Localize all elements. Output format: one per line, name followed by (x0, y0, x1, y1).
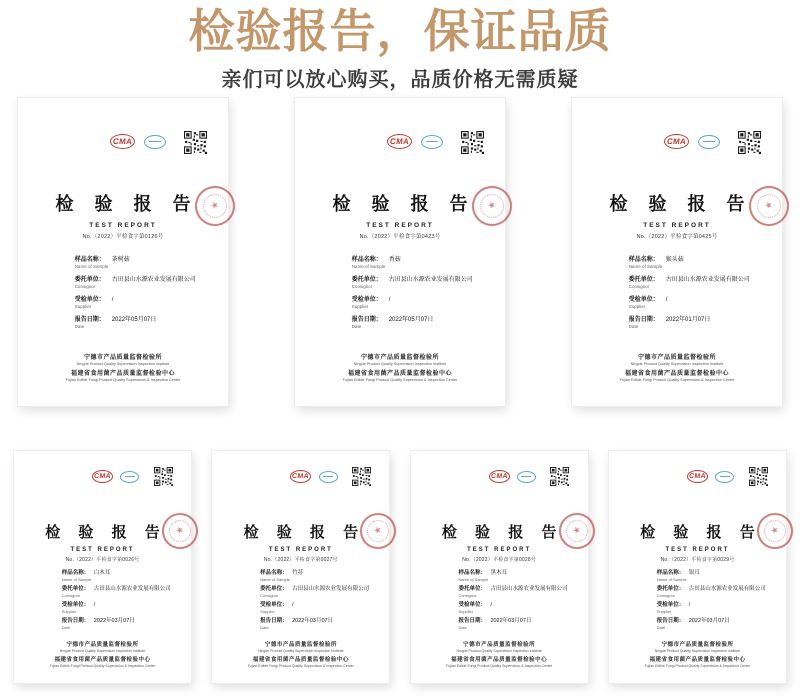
inspection-report-card (411, 451, 588, 683)
report-footer: 宁德市产品质量监督检验所 Ningde Product Quality Supervision Inspection Institute 福建省食用菌产品质量监督检验中心 Fujian Edible Fungi Product Quality Supervision & Inspection Center (446, 641, 553, 668)
consignor-value: 古田县山水源农业发展有限公司 (292, 585, 370, 592)
date-value: 2022年05月07日 (388, 316, 434, 323)
inspection-report-card (609, 451, 786, 683)
report-subtitle-en: TEST REPORT (70, 546, 135, 553)
field-date: 报告日期： 2022年03月07日 Date (656, 617, 730, 630)
accreditation-logo-icon (120, 471, 139, 483)
accreditation-logo-icon (517, 471, 536, 483)
page-subtitle: 亲们可以放心购买，品质价格无需质疑 (221, 68, 579, 91)
report-footer: 宁德市产品质量监督检验所 Ningde Product Quality Supervision Inspection Institute 福建省食用菌产品质量监督检验中心 Fujian Edible Fungi Product Quality Supervision & Inspection Center (644, 641, 751, 668)
logos-row (295, 134, 505, 164)
field-sample: 样品名称： 茶树菇 Name of Sample (74, 256, 130, 269)
reports-grid (0, 98, 800, 683)
field-consignor: 委托单位： 古田县山水源农业发展有限公司 Consignor (61, 585, 171, 598)
field-consignor: 委托单位： 古田县山水源农业发展有限公司 Consignor (351, 276, 473, 289)
report-number: No.（2022）平检食字第0027号 (263, 556, 338, 563)
report-title: 检 验 报 告 (609, 193, 753, 214)
field-sample: 样品名称： 银耳 Name of Sample (656, 569, 700, 582)
field-supplier: 受检单位： / Supplier (74, 296, 114, 309)
field-supplier: 受检单位： / Supplier (458, 601, 492, 614)
field-date: 报告日期： 2022年03月07日 Date (458, 617, 532, 630)
supplier-value: / (388, 296, 391, 303)
field-sample: 样品名称： 黑木耳 Name of Sample (458, 569, 507, 582)
logos-row (609, 470, 786, 500)
report-number: No.（2022）平检食字第0126号 (82, 233, 164, 240)
qr-code-icon (154, 467, 173, 486)
report-subtitle-en: TEST REPORT (89, 221, 157, 229)
accreditation-logo-icon (421, 135, 443, 149)
report-title: 检 验 报 告 (441, 523, 564, 541)
cma-logo-icon: CMA (92, 470, 113, 483)
report-number: No.（2022）平检食字第0028号 (462, 556, 537, 563)
inspection-report-card (295, 98, 505, 406)
field-date: 报告日期： 2022年05月07日 Date (74, 316, 157, 329)
header-banner (0, 0, 800, 92)
red-seal-stamp-icon: ★ (553, 507, 600, 554)
inspection-report-card (212, 451, 389, 683)
logos-row (572, 134, 782, 164)
report-title: 检 验 报 告 (640, 523, 762, 541)
accreditation-logo-icon (715, 471, 734, 483)
report-title: 检 验 报 告 (45, 523, 167, 541)
accreditation-logo-icon (144, 135, 166, 149)
page-title: 检验报告，保证品质 (188, 5, 612, 57)
qr-code-icon (738, 131, 761, 154)
red-seal-stamp-icon: ★ (189, 180, 241, 232)
accreditation-logo-icon (319, 471, 338, 483)
report-subtitle-en: TEST REPORT (268, 546, 333, 553)
field-date: 报告日期： 2022年01月07日 Date (628, 316, 711, 329)
supplier-value: / (688, 601, 691, 608)
field-consignor: 委托单位： 古田县山水源农业发展有限公司 Consignor (656, 585, 766, 598)
cma-logo-icon: CMA (687, 470, 708, 483)
consignor-value: 古田县山水源农业发展有限公司 (388, 276, 473, 283)
red-seal-stamp-icon: ★ (157, 507, 204, 554)
report-footer: 宁德市产品质量监督检验所 Ningde Product Quality Supervision Inspection Institute 福建省食用菌产品质量监督检验中心 Fujian Edible Fungi Product Quality Supervision & Inspection Center (247, 641, 354, 668)
report-footer: 宁德市产品质量监督检验所 Ningde Product Quality Supervision Inspection Institute 福建省食用菌产品质量监督检验中心 Fujian Edible Fungi Product Quality Supervision & Inspection Center (619, 354, 735, 382)
date-value: 2022年01月07日 (665, 316, 711, 323)
accreditation-logo-icon (698, 135, 720, 149)
inspection-report-card (18, 98, 228, 406)
reports-row-top (18, 98, 782, 406)
sample-value: 白木耳 (93, 569, 111, 576)
report-fields (260, 568, 380, 632)
report-fields (75, 254, 218, 334)
logos-row (212, 470, 389, 500)
consignor-value: 古田县山水源农业发展有限公司 (688, 585, 766, 592)
field-date: 报告日期： 2022年05月07日 Date (351, 316, 434, 329)
report-title: 检 验 报 告 (55, 193, 199, 214)
inspection-report-card (572, 98, 782, 406)
report-number: No.（2022）平检食字第0026号 (65, 556, 140, 563)
red-seal-stamp-icon: ★ (743, 180, 795, 232)
field-supplier: 受检单位： / Supplier (260, 601, 294, 614)
field-consignor: 委托单位： 古田县山水源农业发展有限公司 Consignor (260, 585, 370, 598)
field-sample: 样品名称： 猴头菇 Name of Sample (628, 256, 684, 269)
reports-row-bottom (14, 451, 786, 683)
report-number: No.（2022）平检食字第0423号 (359, 233, 441, 240)
consignor-value: 古田县山水源农业发展有限公司 (111, 276, 196, 283)
red-seal-stamp-icon: ★ (466, 180, 518, 232)
report-fields (629, 254, 772, 334)
logos-row (14, 470, 191, 500)
report-subtitle-en: TEST REPORT (665, 546, 730, 553)
report-subtitle-en: TEST REPORT (643, 221, 711, 229)
date-value: 2022年03月07日 (688, 617, 730, 624)
field-date: 报告日期： 2022年03月07日 Date (260, 617, 334, 630)
qr-code-icon (352, 467, 371, 486)
consignor-value: 古田县山水源农业发展有限公司 (93, 585, 171, 592)
consignor-value: 古田县山水源农业发展有限公司 (665, 276, 750, 283)
cma-logo-icon: CMA (489, 470, 510, 483)
supplier-value: / (111, 296, 114, 303)
report-footer: 宁德市产品质量监督检验所 Ningde Product Quality Supervision Inspection Institute 福建省食用菌产品质量监督检验中心 Fujian Edible Fungi Product Quality Supervision & Inspection Center (65, 354, 181, 382)
report-fields (458, 568, 578, 632)
report-subtitle-en: TEST REPORT (467, 546, 532, 553)
supplier-value: / (93, 601, 96, 608)
report-title: 检 验 报 告 (332, 193, 476, 214)
qr-code-icon (550, 467, 569, 486)
field-consignor: 委托单位： 古田县山水源农业发展有限公司 Consignor (74, 276, 196, 289)
sample-value: 银耳 (688, 569, 700, 576)
report-fields (352, 254, 495, 334)
consignor-value: 古田县山水源农业发展有限公司 (490, 585, 568, 592)
inspection-report-card (14, 451, 191, 683)
logos-row (411, 470, 588, 500)
report-footer: 宁德市产品质量监督检验所 Ningde Product Quality Supervision Inspection Institute 福建省食用菌产品质量监督检验中心 Fujian Edible Fungi Product Quality Supervision & Inspection Center (49, 641, 156, 668)
sample-value: 黑木耳 (490, 569, 507, 576)
field-supplier: 受检单位： / Supplier (656, 601, 691, 614)
field-consignor: 委托单位： 古田县山水源农业发展有限公司 Consignor (628, 276, 750, 289)
field-sample: 样品名称： 竹荪 Name of Sample (260, 569, 304, 582)
qr-code-icon (749, 467, 768, 486)
field-supplier: 受检单位： / Supplier (351, 296, 391, 309)
sample-value: 茶树菇 (111, 256, 130, 263)
red-seal-stamp-icon: ★ (355, 507, 402, 554)
field-sample: 样品名称： 白木耳 Name of Sample (61, 569, 111, 582)
supplier-value: / (665, 296, 668, 303)
field-supplier: 受检单位： / Supplier (61, 601, 96, 614)
report-fields (657, 568, 777, 632)
report-fields (62, 568, 182, 632)
report-subtitle-en: TEST REPORT (366, 221, 434, 229)
cma-logo-icon: CMA (110, 134, 135, 149)
field-date: 报告日期： 2022年03月07日 Date (61, 617, 135, 630)
logos-row (18, 134, 228, 164)
cma-logo-icon: CMA (290, 470, 311, 483)
sample-value: 香菇 (388, 256, 401, 263)
date-value: 2022年05月07日 (111, 316, 157, 323)
date-value: 2022年03月07日 (490, 617, 532, 624)
report-number: No.（2022）平检食字第0029号 (660, 556, 735, 563)
field-supplier: 受检单位： / Supplier (628, 296, 668, 309)
supplier-value: / (292, 601, 294, 608)
report-title: 检 验 报 告 (243, 523, 366, 541)
sample-value: 竹荪 (292, 569, 304, 576)
field-consignor: 委托单位： 古田县山水源农业发展有限公司 Consignor (458, 585, 568, 598)
sample-value: 猴头菇 (665, 256, 684, 263)
report-footer: 宁德市产品质量监督检验所 Ningde Product Quality Supervision Inspection Institute 福建省食用菌产品质量监督检验中心 Fujian Edible Fungi Product Quality Supervision & Inspection Center (342, 354, 458, 382)
cma-logo-icon: CMA (664, 134, 689, 149)
field-sample: 样品名称： 香菇 Name of Sample (351, 256, 401, 269)
qr-code-icon (461, 131, 484, 154)
qr-code-icon (184, 131, 207, 154)
cma-logo-icon: CMA (387, 134, 412, 149)
supplier-value: / (490, 601, 492, 608)
date-value: 2022年03月07日 (292, 617, 334, 624)
report-number: No.（2022）平检食字第0425号 (636, 233, 718, 240)
red-seal-stamp-icon: ★ (752, 507, 799, 554)
date-value: 2022年03月07日 (93, 617, 135, 624)
